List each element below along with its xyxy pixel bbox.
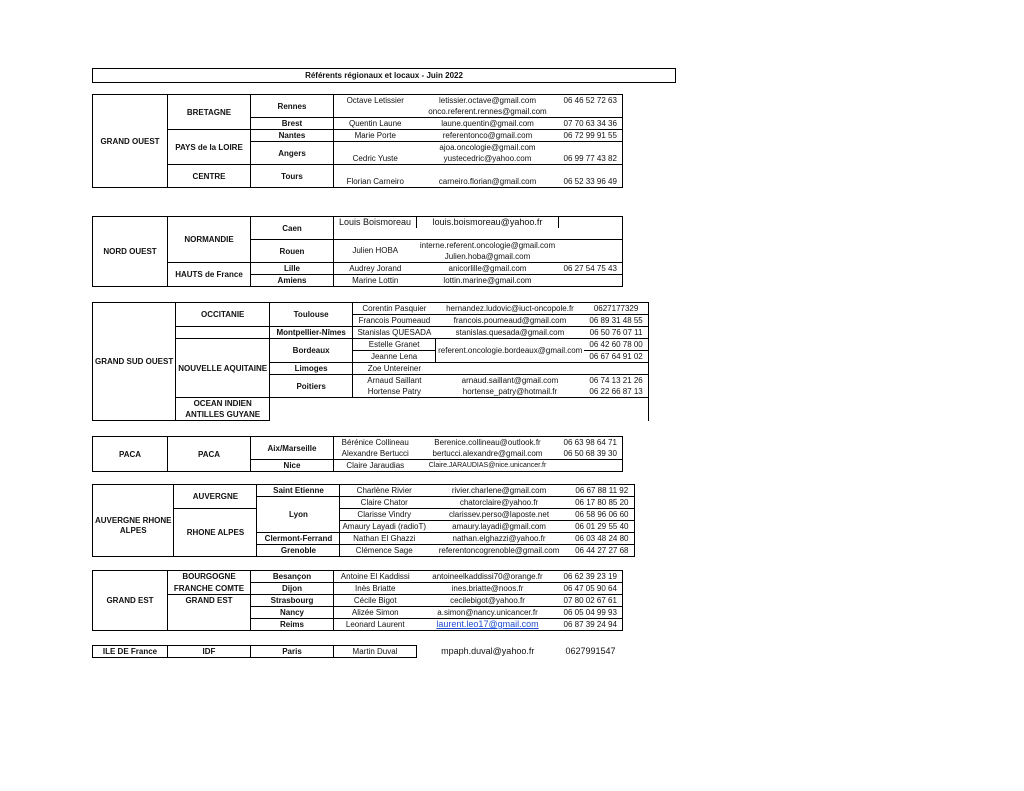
city-label: Reims bbox=[251, 619, 334, 631]
phone-number: 07 80 02 67 61 bbox=[559, 595, 623, 607]
email-link[interactable]: francois.poumeaud@gmail.com bbox=[436, 315, 585, 327]
referent-name: Florian Carneiro bbox=[334, 176, 417, 188]
city-label: Paris bbox=[251, 646, 334, 658]
phone-number: 06 72 99 91 55 bbox=[559, 130, 623, 142]
email-link[interactable]: ines.briatte@noos.fr bbox=[417, 583, 559, 595]
region-label: PACA bbox=[93, 437, 168, 472]
subregion-label: FRANCHE COMTE bbox=[168, 583, 251, 595]
referent-name: Martin Duval bbox=[334, 646, 417, 658]
table-grand-est bbox=[92, 570, 623, 631]
referent-name: Bérénice Collineau bbox=[334, 437, 417, 449]
referent-name: Leonard Laurent bbox=[334, 619, 417, 631]
city-label: Dijon bbox=[251, 583, 334, 595]
table-grand-sud-ouest bbox=[92, 302, 649, 421]
referent-name: Nathan El Ghazzi bbox=[340, 533, 428, 545]
phone-number: 06 50 68 39 30 bbox=[559, 448, 623, 460]
region-label: GRAND OUEST bbox=[93, 95, 168, 188]
email-link[interactable]: rivier.charlene@gmail.com bbox=[428, 485, 570, 497]
table-row bbox=[93, 95, 623, 107]
referent-name: Estelle Granet bbox=[353, 339, 436, 351]
phone-number: 06 42 60 78 00 bbox=[584, 339, 648, 351]
referent-name: Cedric Yuste bbox=[334, 153, 417, 165]
city-label: Rouen bbox=[251, 240, 334, 263]
table-row bbox=[93, 646, 623, 658]
email-link[interactable]: Berenice.collineau@outlook.fr bbox=[417, 437, 559, 449]
subregion-label: ANTILLES GUYANE bbox=[176, 409, 270, 421]
table-row bbox=[93, 545, 635, 557]
city-label: Lyon bbox=[257, 497, 340, 533]
referent-name: Claire Jaraudias bbox=[334, 460, 417, 472]
table-ile-de-france bbox=[92, 645, 623, 658]
city-label: Strasbourg bbox=[251, 595, 334, 607]
referent-name: Audrey Jorand bbox=[334, 263, 417, 275]
table-row bbox=[93, 130, 623, 142]
page-title: Référents régionaux et locaux - Juin 2022 bbox=[92, 68, 676, 83]
table-row bbox=[93, 263, 623, 275]
phone-number: 06 50 76 07 11 bbox=[584, 327, 648, 339]
city-label: Clermont-Ferrand bbox=[257, 533, 340, 545]
email-link[interactable] bbox=[417, 619, 559, 631]
referent-name: Cécile Bigot bbox=[334, 595, 417, 607]
table-nord-ouest bbox=[92, 216, 623, 287]
city-label: Toulouse bbox=[270, 303, 353, 327]
subregion-label: RHONE ALPES bbox=[174, 509, 257, 557]
referent-name: Louis Boismoreau bbox=[334, 217, 417, 229]
email-link[interactable]: referent.oncologie.bordeaux@gmail.com bbox=[436, 339, 585, 363]
referent-name: Amaury Layadi (radioT) bbox=[340, 521, 428, 533]
email-link[interactable]: hortense_patry@hotmail.fr bbox=[436, 386, 585, 398]
table-row bbox=[93, 339, 649, 351]
city-label: Nice bbox=[251, 460, 334, 472]
email-link[interactable]: mpaph.duval@yahoo.fr bbox=[441, 646, 535, 656]
referent-name: Inès Briatte bbox=[334, 583, 417, 595]
subregion-label: PAYS de la LOIRE bbox=[168, 130, 251, 165]
city-label: Grenoble bbox=[257, 545, 340, 557]
phone-number: 06 89 31 48 55 bbox=[584, 315, 648, 327]
subregion-label: GRAND EST bbox=[168, 595, 251, 631]
email-link[interactable]: nathan.elghazzi@yahoo.fr bbox=[428, 533, 570, 545]
phone-number: 06 87 39 24 94 bbox=[559, 619, 623, 631]
email-link[interactable]: clarissev.perso@laposte.net bbox=[428, 509, 570, 521]
table-paca bbox=[92, 436, 623, 472]
subregion-label: CENTRE bbox=[168, 165, 251, 188]
city-label: Montpellier-Nîmes bbox=[270, 327, 353, 339]
referent-name: Marie Porte bbox=[334, 130, 417, 142]
region-label: ILE DE France bbox=[93, 646, 168, 658]
email-link[interactable]: cecilebigot@yahoo.fr bbox=[417, 595, 559, 607]
referent-name: Zoe Untereiner bbox=[353, 363, 436, 375]
city-label: Rennes bbox=[251, 95, 334, 118]
email-link[interactable]: Claire.JARAUDIAS@nice.unicancer.fr bbox=[417, 460, 559, 472]
table-row bbox=[93, 303, 649, 315]
subregion-label: PACA bbox=[168, 437, 251, 472]
city-label: Nancy bbox=[251, 607, 334, 619]
phone-number: 06 44 27 27 68 bbox=[570, 545, 634, 557]
referent-name: Stanislas QUESADA bbox=[353, 327, 436, 339]
phone-number: 06 99 77 43 82 bbox=[559, 153, 623, 165]
referent-name: Alexandre Bertucci bbox=[334, 448, 417, 460]
city-label: Amiens bbox=[251, 275, 334, 287]
region-label: GRAND EST bbox=[93, 571, 168, 631]
city-label: Tours bbox=[251, 165, 334, 188]
referent-name: Alizée Simon bbox=[334, 607, 417, 619]
email-link[interactable]: louis.boismoreau@yahoo.fr bbox=[417, 217, 559, 229]
phone-number: 06 67 64 91 02 bbox=[584, 351, 648, 363]
subregion-label: BRETAGNE bbox=[168, 95, 251, 130]
city-label: Bordeaux bbox=[270, 339, 353, 363]
referent-name: Clarisse Vindry bbox=[340, 509, 428, 521]
referent-name: Hortense Patry bbox=[353, 386, 436, 398]
email-link[interactable]: anicorlille@gmail.com bbox=[417, 263, 559, 275]
referent-name: Octave Letissier bbox=[334, 95, 417, 107]
phone-number: 06 03 48 24 80 bbox=[570, 533, 634, 545]
phone-number: 06 05 04 99 93 bbox=[559, 607, 623, 619]
email-link[interactable]: ajoa.oncologie@gmail.com bbox=[417, 142, 559, 154]
region-label: NORD OUEST bbox=[93, 217, 168, 287]
subregion-label: OCEAN INDIEN bbox=[176, 398, 270, 410]
region-label: ALPES bbox=[93, 525, 174, 537]
email-link[interactable]: chatorclaire@yahoo.fr bbox=[428, 497, 570, 509]
phone-number: 06 62 39 23 19 bbox=[559, 571, 623, 583]
phone-number: 0627991547 bbox=[565, 646, 616, 656]
phone-number: 0627177329 bbox=[584, 303, 648, 315]
referent-name: Francois Poumeaud bbox=[353, 315, 436, 327]
email-link[interactable]: stanislas.quesada@gmail.com bbox=[436, 327, 585, 339]
email-link[interactable]: a.simon@nancy.unicancer.fr bbox=[417, 607, 559, 619]
table-row bbox=[93, 485, 635, 497]
referent-name: Marine Lottin bbox=[334, 275, 417, 287]
city-label: Angers bbox=[251, 142, 334, 165]
city-label: Lille bbox=[251, 263, 334, 275]
subregion-label: OCCITANIE bbox=[176, 303, 270, 327]
city-label: Besançon bbox=[251, 571, 334, 583]
email-link-text[interactable]: laurent.leo17@gmail.com bbox=[436, 619, 539, 629]
referent-name: Clémence Sage bbox=[340, 545, 428, 557]
phone-number: 06 22 66 87 13 bbox=[584, 386, 648, 398]
phone-number: 07 70 63 34 36 bbox=[559, 118, 623, 130]
email-link[interactable]: hernandez.ludovic@iuct-oncopole.fr bbox=[436, 303, 585, 315]
city-label: Nantes bbox=[251, 130, 334, 142]
city-label: Caen bbox=[251, 217, 334, 240]
table-row bbox=[93, 571, 623, 583]
table-row bbox=[93, 165, 623, 177]
referent-name: Corentin Pasquier bbox=[353, 303, 436, 315]
table-row bbox=[93, 398, 649, 410]
phone-number: 06 63 98 64 71 bbox=[559, 437, 623, 449]
email-link[interactable]: amaury.layadi@gmail.com bbox=[428, 521, 570, 533]
referent-name: Antoine El Kaddissi bbox=[334, 571, 417, 583]
email-link[interactable]: referentoncogrenoble@gmail.com bbox=[428, 545, 570, 557]
email-link[interactable]: Julien.hoba@gmail.com bbox=[417, 251, 559, 263]
email-link[interactable]: interne.referent.oncologie@gmail.com bbox=[417, 240, 559, 252]
phone-number: 06 67 88 11 92 bbox=[570, 485, 634, 497]
referent-name: Quentin Laune bbox=[334, 118, 417, 130]
email-link[interactable]: laune.quentin@gmail.com bbox=[417, 118, 559, 130]
phone-number: 06 27 54 75 43 bbox=[559, 263, 623, 275]
phone-number: 06 46 52 72 63 bbox=[559, 95, 623, 107]
email-link[interactable]: yustecedric@yahoo.com bbox=[417, 153, 559, 165]
city-label: Poitiers bbox=[270, 375, 353, 398]
phone-number: 06 17 80 85 20 bbox=[570, 497, 634, 509]
city-label: Brest bbox=[251, 118, 334, 130]
city-label: Limoges bbox=[270, 363, 353, 375]
email-link[interactable]: onco.referent.rennes@gmail.com bbox=[417, 106, 559, 118]
city-label: Aix/Marseille bbox=[251, 437, 334, 460]
subregion-label: IDF bbox=[168, 646, 251, 658]
table-row bbox=[93, 437, 623, 449]
email-link[interactable]: lottin.marine@gmail.com bbox=[417, 275, 559, 287]
email-link[interactable]: letissier.octave@gmail.com bbox=[417, 95, 559, 107]
phone-number: 06 01 29 55 40 bbox=[570, 521, 634, 533]
email-link[interactable]: arnaud.saillant@gmail.com bbox=[436, 375, 585, 387]
email-link[interactable]: referentonco@gmail.com bbox=[417, 130, 559, 142]
table-grand-ouest bbox=[92, 94, 623, 188]
subregion-label: BOURGOGNE bbox=[168, 571, 251, 583]
subregion-label: NORMANDIE bbox=[168, 217, 251, 263]
table-row bbox=[93, 595, 623, 607]
email-link[interactable]: carneiro.florian@gmail.com bbox=[417, 176, 559, 188]
phone-number: 06 52 33 96 49 bbox=[559, 176, 623, 188]
city-label: Saint Etienne bbox=[257, 485, 340, 497]
table-row bbox=[93, 583, 623, 595]
referent-name: Jeanne Lena bbox=[353, 351, 436, 363]
table-row bbox=[93, 217, 623, 229]
referent-name: Claire Chator bbox=[340, 497, 428, 509]
phone-number: 06 58 96 06 60 bbox=[570, 509, 634, 521]
referent-name: Charlène Rivier bbox=[340, 485, 428, 497]
subregion-label: HAUTS de France bbox=[168, 263, 251, 287]
subregion-label: NOUVELLE AQUITAINE bbox=[176, 339, 270, 398]
subregion-label: AUVERGNE bbox=[174, 485, 257, 509]
email-link[interactable]: antoineelkaddissi70@orange.fr bbox=[417, 571, 559, 583]
region-label: AUVERGNE RHONE bbox=[93, 515, 174, 527]
phone-number: 06 74 13 21 26 bbox=[584, 375, 648, 387]
table-row bbox=[93, 327, 649, 339]
referent-name: Arnaud Saillant bbox=[353, 375, 436, 387]
region-label: GRAND SUD OUEST bbox=[93, 303, 176, 421]
phone-number: 06 47 05 90 64 bbox=[559, 583, 623, 595]
referent-name: Julien HOBA bbox=[334, 245, 417, 257]
table-auvergne-rhone-alpes bbox=[92, 484, 635, 557]
email-link[interactable]: bertucci.alexandre@gmail.com bbox=[417, 448, 559, 460]
